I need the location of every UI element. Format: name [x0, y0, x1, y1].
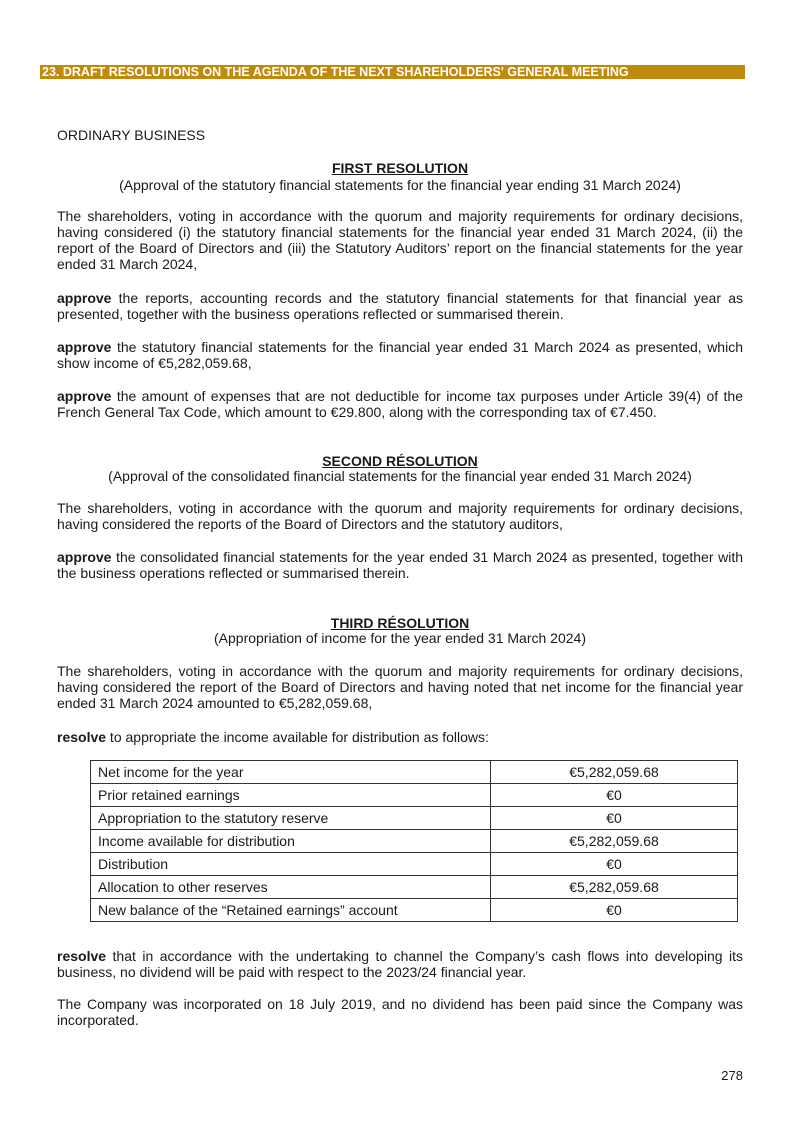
row-label: Distribution: [91, 853, 491, 876]
section-title: DRAFT RESOLUTIONS ON THE AGENDA OF THE NEXT SHAREHOLDERS' GENERAL MEETING: [62, 65, 629, 79]
second-resolution-title: SECOND RÉSOLUTION: [322, 453, 478, 469]
second-resolution-subtitle: (Approval of the consolidated financial statements for the financial year ended 31 March 2024): [108, 468, 692, 484]
resolve-text: that in accordance with the undertaking to channel the Company’s cash flows into developing its business, no dividend will be paid with respect to the 2023/24 financial year.: [57, 948, 743, 980]
approve-keyword: approve: [57, 290, 112, 306]
row-label: Prior retained earnings: [91, 784, 491, 807]
business-heading: ORDINARY BUSINESS: [57, 127, 206, 143]
row-label: Income available for distribution: [91, 830, 491, 853]
incorporation-note: The Company was incorporated on 18 July 2019, and no dividend has been paid since the Company was incorporated.: [57, 996, 743, 1028]
table-row: [91, 876, 738, 899]
first-resolution-subtitle: (Approval of the statutory financial statements for the financial year ending 31 March 2024): [119, 177, 681, 193]
row-value: €0: [491, 899, 738, 922]
first-resolution-intro: The shareholders, voting in accordance with the quorum and majority requirements for ordinary decisions, having considered (i) the statutory financial statements for the financial year ended 31 March 2024, (ii) the report of the Board of Directors and (iii) the Statutory Auditors’ report on the financial statements for the year ended 31 March 2024,: [57, 208, 743, 272]
approve-text: the consolidated financial statements for the year ended 31 March 2024 as presented, together with the business operations reflected or summarised therein.: [57, 549, 743, 581]
second-resolution-intro: The shareholders, voting in accordance with the quorum and majority requirements for ordinary decisions, having considered the reports of the Board of Directors and the statutory auditors,: [57, 500, 743, 532]
row-label: Net income for the year: [91, 761, 491, 784]
row-label: New balance of the “Retained earnings” account: [91, 899, 491, 922]
section-number: 23.: [42, 65, 60, 79]
first-resolution-approve-1: [57, 290, 743, 322]
first-resolution-title: FIRST RESOLUTION: [331, 160, 469, 176]
row-value: €0: [491, 784, 738, 807]
page-number: 278: [721, 1068, 743, 1083]
row-value: €0: [491, 807, 738, 830]
row-value: €5,282,059.68: [491, 830, 738, 853]
table-row: [91, 830, 738, 853]
table-row: [91, 853, 738, 876]
appropriation-table: [90, 760, 738, 922]
approve-keyword: approve: [57, 339, 112, 355]
row-value: €5,282,059.68: [491, 876, 738, 899]
approve-keyword: approve: [57, 549, 112, 565]
third-resolution-subtitle: (Appropriation of income for the year ended 31 March 2024): [214, 630, 586, 646]
row-label: Appropriation to the statutory reserve: [91, 807, 491, 830]
first-resolution-approve-2: [57, 339, 743, 371]
row-value: €0: [491, 853, 738, 876]
third-resolution-title: THIRD RÉSOLUTION: [330, 615, 470, 631]
row-label: Allocation to other reserves: [91, 876, 491, 899]
row-value: €5,282,059.68: [491, 761, 738, 784]
second-resolution-approve: [57, 549, 743, 581]
resolve-text: to appropriate the income available for distribution as follows:: [106, 729, 489, 745]
table-row: [91, 761, 738, 784]
approve-text: the reports, accounting records and the statutory financial statements for that financial year as presented, together with the business operations reflected or summarised therein.: [57, 290, 743, 322]
table-row: [91, 784, 738, 807]
third-resolution-intro: The shareholders, voting in accordance with the quorum and majority requirements for ordinary decisions, having considered the report of the Board of Directors and having noted that net income for the financial year ended 31 March 2024 amounted to €5,282,059.68,: [57, 663, 743, 711]
approve-keyword: approve: [57, 388, 112, 404]
resolve-keyword: resolve: [57, 729, 107, 745]
approve-text: the statutory financial statements for the financial year ended 31 March 2024 as presented, which show income of €5,282,059.68,: [57, 339, 743, 371]
approve-text: the amount of expenses that are not deductible for income tax purposes under Article 39(4) of the French General Tax Code, which amount to €29.800, along with the corresponding tax of €7.450.: [57, 388, 743, 420]
third-resolution-resolve-1: [57, 729, 743, 745]
table-row: [91, 899, 738, 922]
table-row: [91, 807, 738, 830]
first-resolution-approve-3: [57, 388, 743, 420]
section-header-bar: [40, 65, 745, 79]
third-resolution-resolve-2: [57, 948, 743, 980]
resolve-keyword: resolve: [57, 948, 107, 964]
